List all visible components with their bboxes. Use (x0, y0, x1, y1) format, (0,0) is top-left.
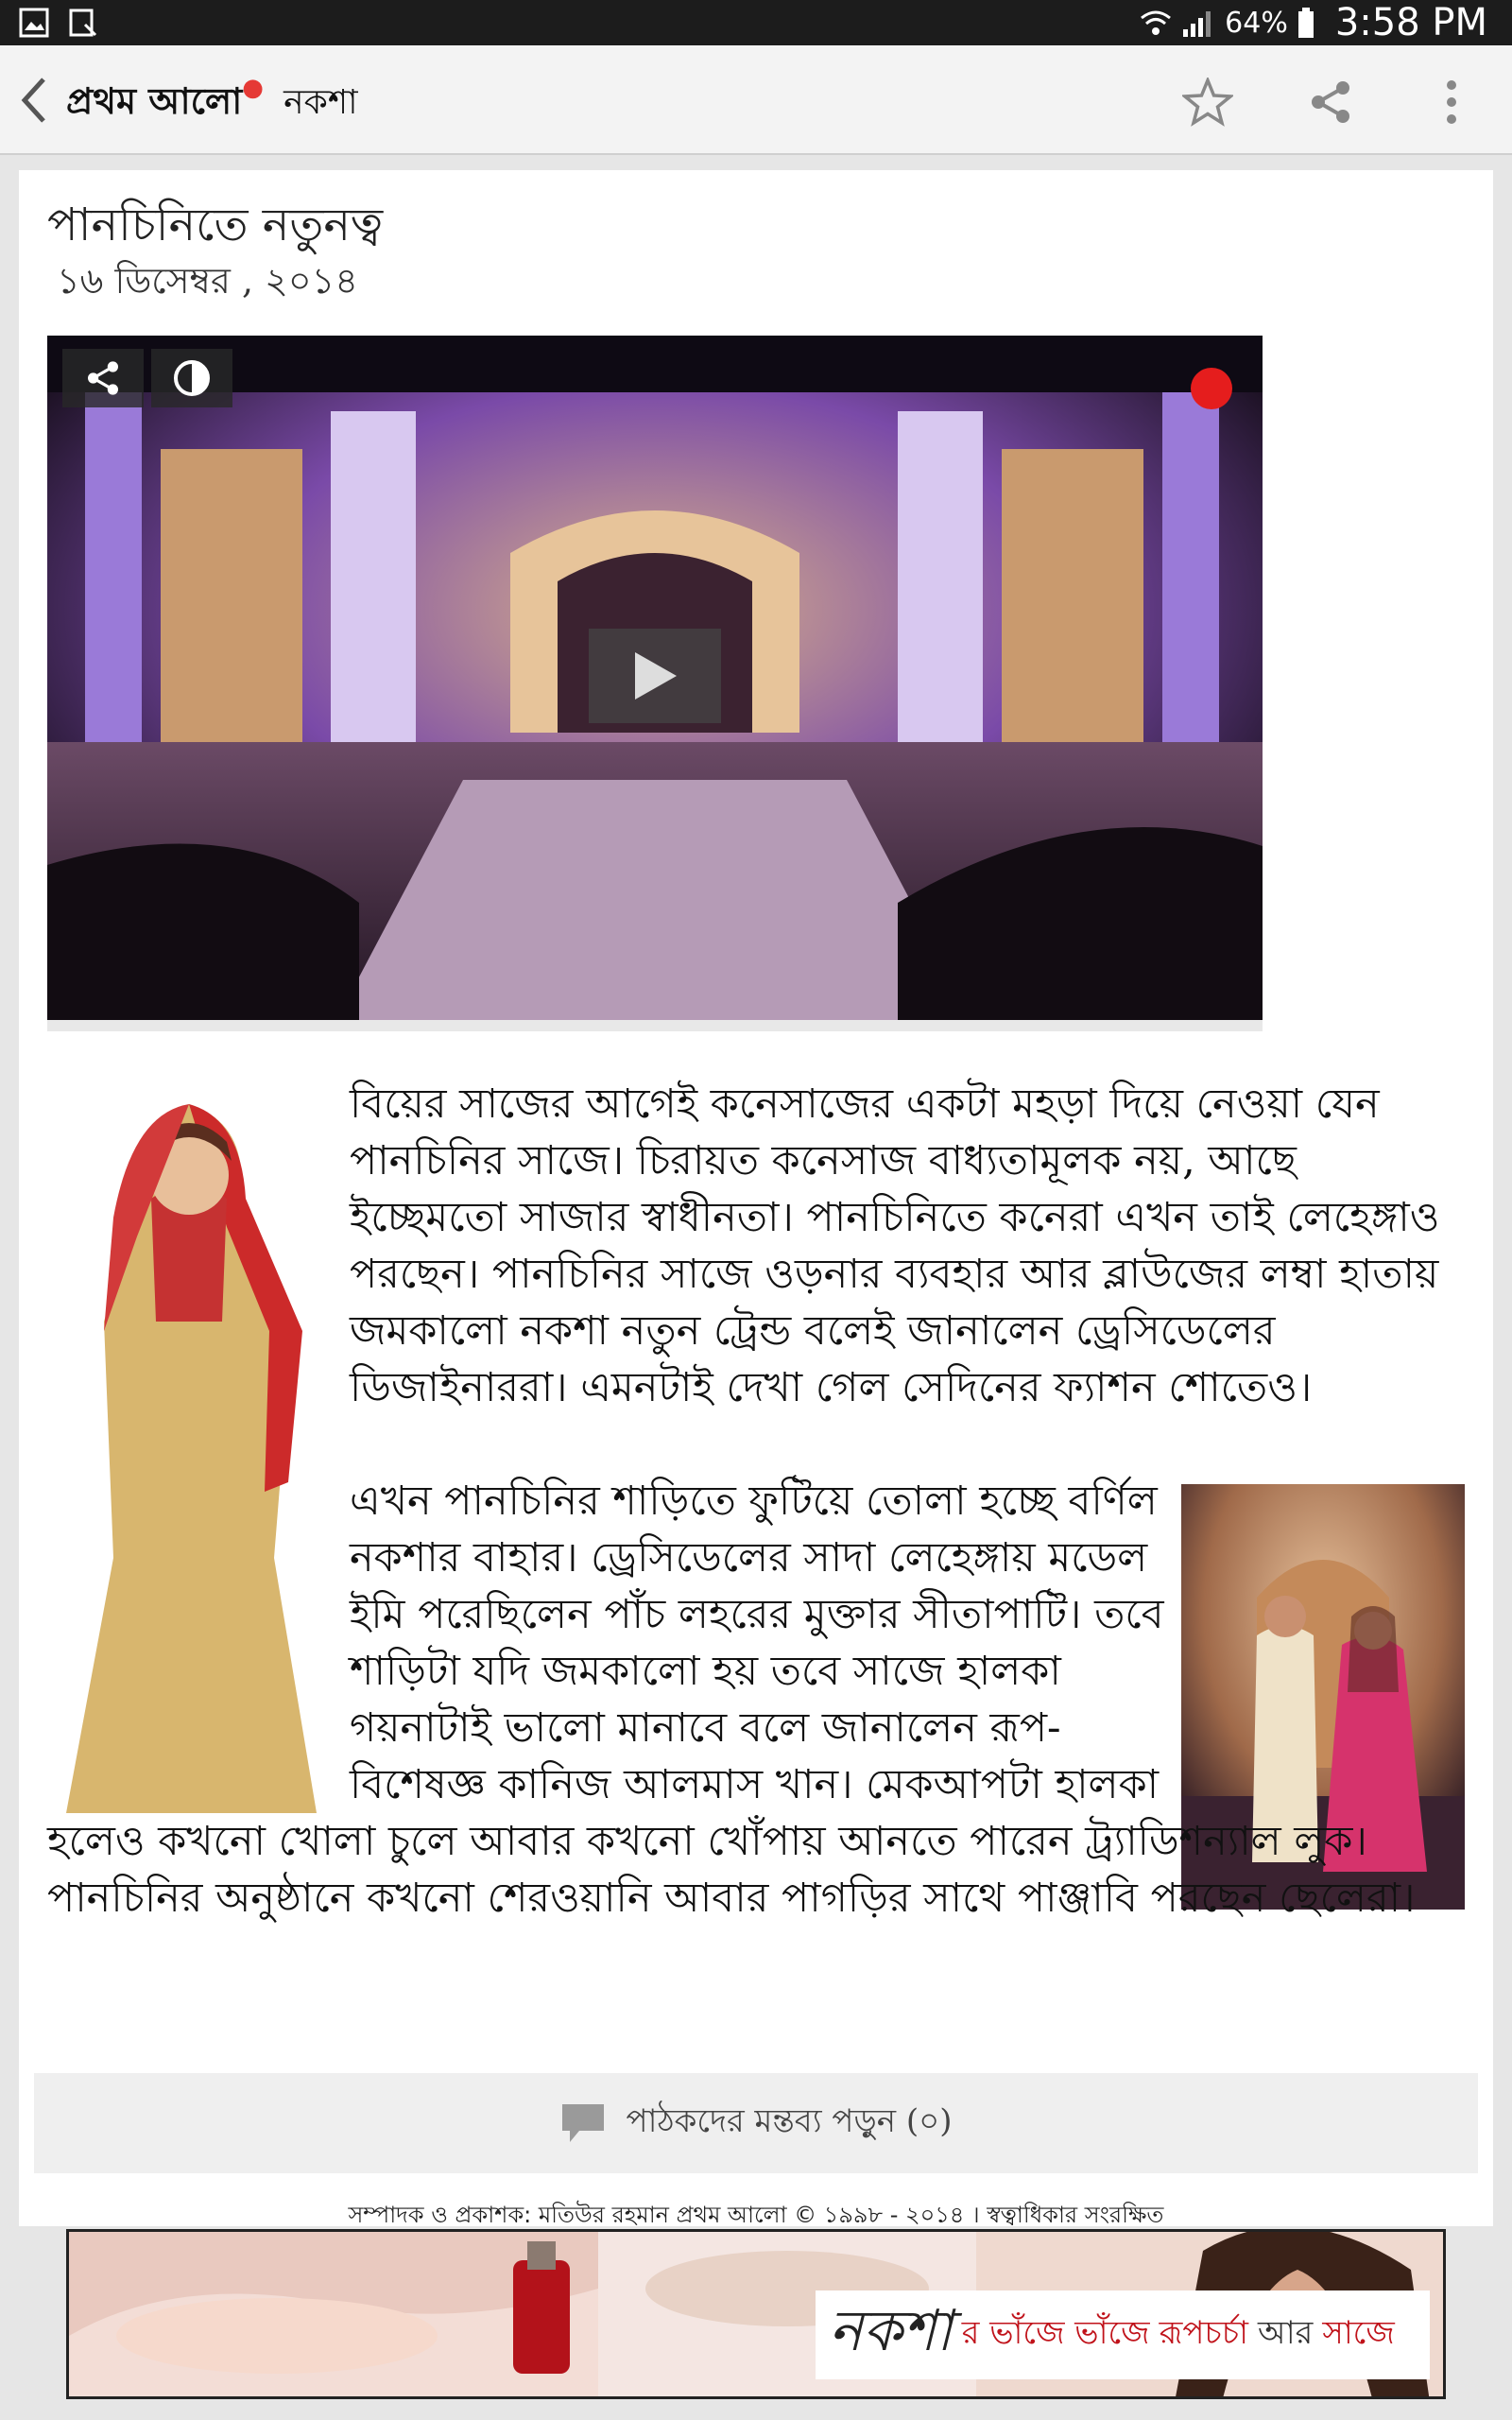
app-bar (0, 45, 1512, 155)
ad-banner[interactable] (66, 2229, 1446, 2399)
video-player[interactable] (47, 336, 1263, 1020)
bride-photo (47, 1085, 331, 1823)
section-name: নকশা (284, 83, 358, 122)
article-title: পানচিনিতে নতুনত্ব (47, 199, 384, 251)
comments-button[interactable] (34, 2073, 1478, 2173)
contrast-icon (172, 358, 212, 398)
play-button[interactable] (589, 629, 721, 723)
share-button[interactable] (1302, 74, 1359, 130)
battery-percent: 64% (1225, 6, 1288, 40)
video-share-button[interactable] (62, 349, 144, 407)
logo-text: প্রথম আলো (66, 79, 243, 122)
overflow-menu-button[interactable] (1423, 74, 1480, 130)
share-icon (84, 359, 122, 397)
video-divider (47, 1020, 1263, 1031)
star-icon (1182, 78, 1233, 127)
article-paragraph-3: হলেও কখনো খোলা চুলে আবার কখনো খোঁপায় আনতে পারেন ট্র্যাডিশন্যাল লুক। পানচিনির অনুষ্ঠানে কখনো শেরওয়ানি আবার পাগড়ির সাথে পাঞ্জাবি পরছেন ছেলেরা। (47, 1818, 1416, 1922)
bookmark-button[interactable] (1179, 74, 1236, 130)
comment-bubble-icon (560, 2102, 606, 2144)
article-paragraph-2: এখন পানচিনির শাড়িতে ফুটিয়ে তোলা হচ্ছে বর্ণিল নকশার বাহার। ড্রেসিডেলের সাদা লেহেঙ্গায় মডেল ইমি পরেছিলেন পাঁচ লহরের মুক্তার সীতাপাটি। তবে শাড়িটা যদি জমকালো হয় তবে সাজে হালকা গয়নাটাই ভালো মানাবে বলে জানালেন রূপ-বিশেষজ্ঞ কানিজ আলমাস খান। মেকআপটা হালকা (350, 1478, 1164, 1808)
clock: 3:58 PM (1334, 1, 1487, 44)
article-date: ১৬ ডিসেম্বর , ২০১৪ (57, 260, 358, 302)
logo-sun-icon: ● (242, 74, 264, 102)
play-icon (631, 650, 679, 701)
screenshot-notification-icon (68, 8, 98, 38)
app-logo[interactable] (66, 74, 358, 134)
share-icon (1307, 78, 1354, 126)
comments-label: পাঠকদের মন্তব্য পড়ুন (০) (626, 2101, 953, 2140)
status-bar (0, 0, 1512, 45)
article-paragraph-1: বিয়ের সাজের আগেই কনেসাজের একটা মহড়া দিয়ে নেওয়া যেন পানচিনির সাজে। চিরায়ত কনেসাজ বাধ্যতামূলক নয়, আছে ইচ্ছেমতো সাজার স্বাধীনতা। পানচিনিতে কনেরা এখন তাই লেহেঙ্গাও পরছেন। পানচিনির সাজে ওড়নার ব্যবহার আর ব্লাউজের লম্বা হাতায় জমকালো নকশা নতুন ট্রেন্ড বলেই জানালেন ড্রেসিডেলের ডিজাইনাররা। এমনটাই দেখা গেল সেদিনের ফ্যাশন শোতেও। (350, 1080, 1440, 1411)
ad-brand: নকশা (829, 2298, 953, 2364)
overflow-menu-icon (1445, 78, 1458, 126)
copyright-footer: সম্পাদক ও প্রকাশক: মতিউর রহমান প্রথম আলো © ১৯৯৮ - ২০১৪ । স্বত্বাধিকার সংরক্ষিত (348, 2202, 1164, 2228)
wifi-icon (1140, 9, 1172, 37)
ad-tagline (816, 2290, 1430, 2379)
video-toggle-button[interactable] (151, 349, 232, 407)
ad-tagline-2: রূপচর্চা (1159, 2313, 1248, 2352)
ad-tagline-3: আর (1257, 2313, 1314, 2352)
gallery-notification-icon (19, 8, 49, 38)
article-card (19, 170, 1493, 2226)
ad-tagline-4: সাজে (1322, 2313, 1395, 2352)
back-arrow-icon[interactable] (17, 76, 49, 125)
ad-tagline-1: র ভাঁজে ভাঁজে (961, 2313, 1150, 2352)
signal-icon (1181, 9, 1215, 37)
battery-icon (1297, 8, 1314, 38)
